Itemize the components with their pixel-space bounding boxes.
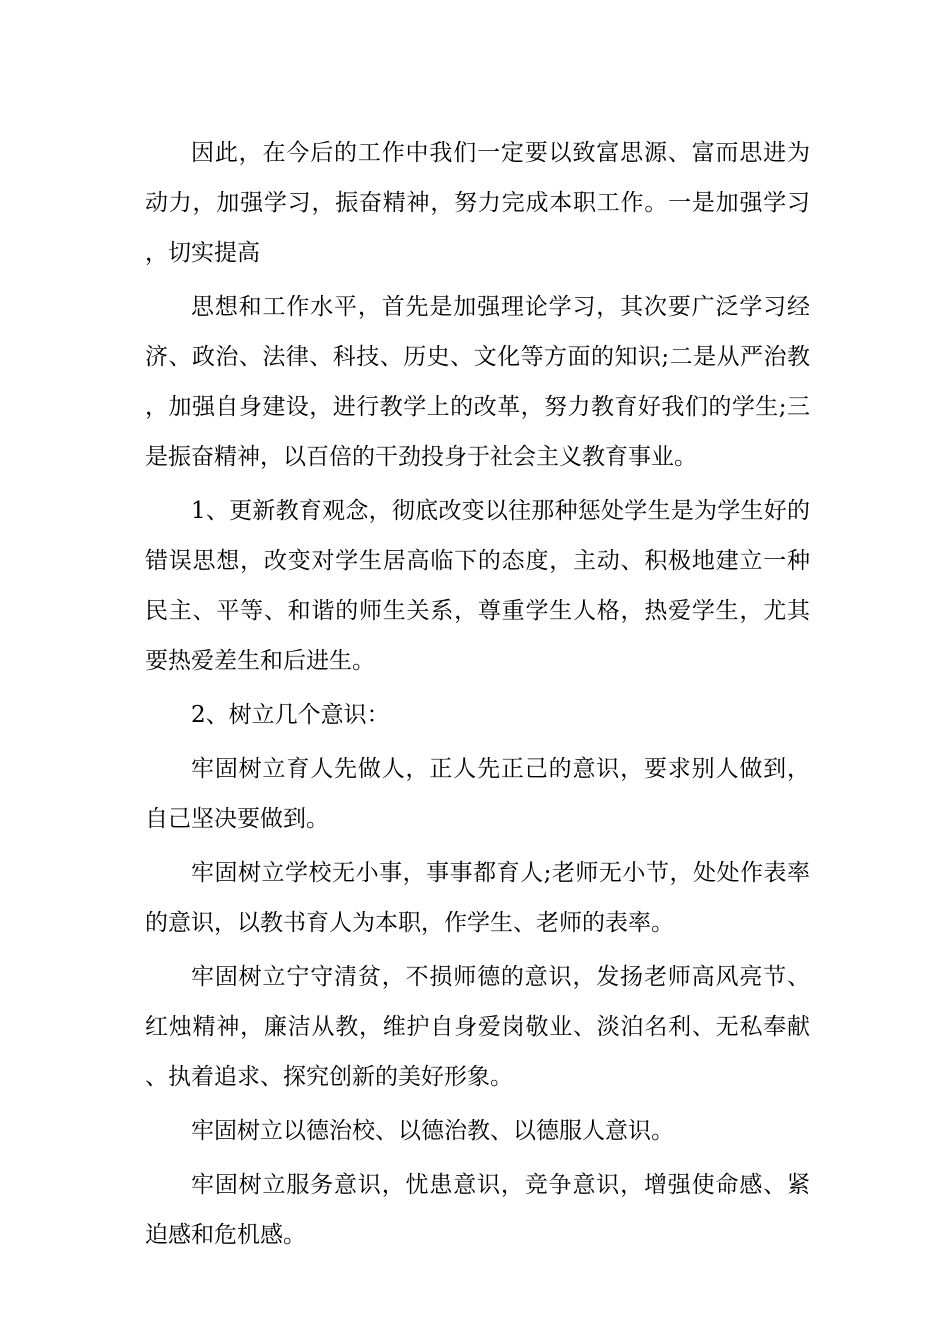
paragraph-9: 牢固树立服务意识，忧患意识，竞争意识，增强使命感、紧迫感和危机感。 — [145, 1172, 810, 1248]
paragraph-7: 牢固树立宁守清贫，不损师德的意识，发扬老师高风亮节、红烛精神，廉洁从教，维护自身爱岗敬业、淡泊名利、无私奉献、执着追求、探究创新的美好形象。 — [145, 964, 810, 1090]
paragraph-4: 2、树立几个意识： — [191, 702, 390, 728]
paragraph-5: 牢固树立育人先做人，正人先正己的意识，要求别人做到，自己坚决要做到。 — [145, 756, 810, 832]
paragraph-2: 思想和工作水平，首先是加强理论学习，其次要广泛学习经济、政治、法律、科技、历史、文化等方面的知识;二是从严治教，加强自身建设，进行教学上的改革，努力教育好我们的学生;三是振奋精神，以百倍的干劲投身于社会主义教育事业。 — [145, 294, 810, 470]
paragraph-1: 因此，在今后的工作中我们一定要以致富思源、富而思进为动力，加强学习，振奋精神，努力完成本职工作。一是加强学习，切实提高 — [145, 140, 810, 266]
paragraph-6: 牢固树立学校无小事，事事都育人;老师无小节，处处作表率的意识，以教书育人为本职，作学生、老师的表率。 — [145, 860, 810, 936]
paragraph-8: 牢固树立以德治校、以德治教、以德服人意识。 — [191, 1118, 674, 1144]
document-body — [145, 128, 810, 1264]
paragraph-3: 1、更新教育观念，彻底改变以往那种惩处学生是为学生好的错误思想，改变对学生居高临下的态度，主动、积极地建立一种民主、平等、和谐的师生关系，尊重学生人格，热爱学生，尤其要热爱差生和后进生。 — [145, 498, 810, 674]
